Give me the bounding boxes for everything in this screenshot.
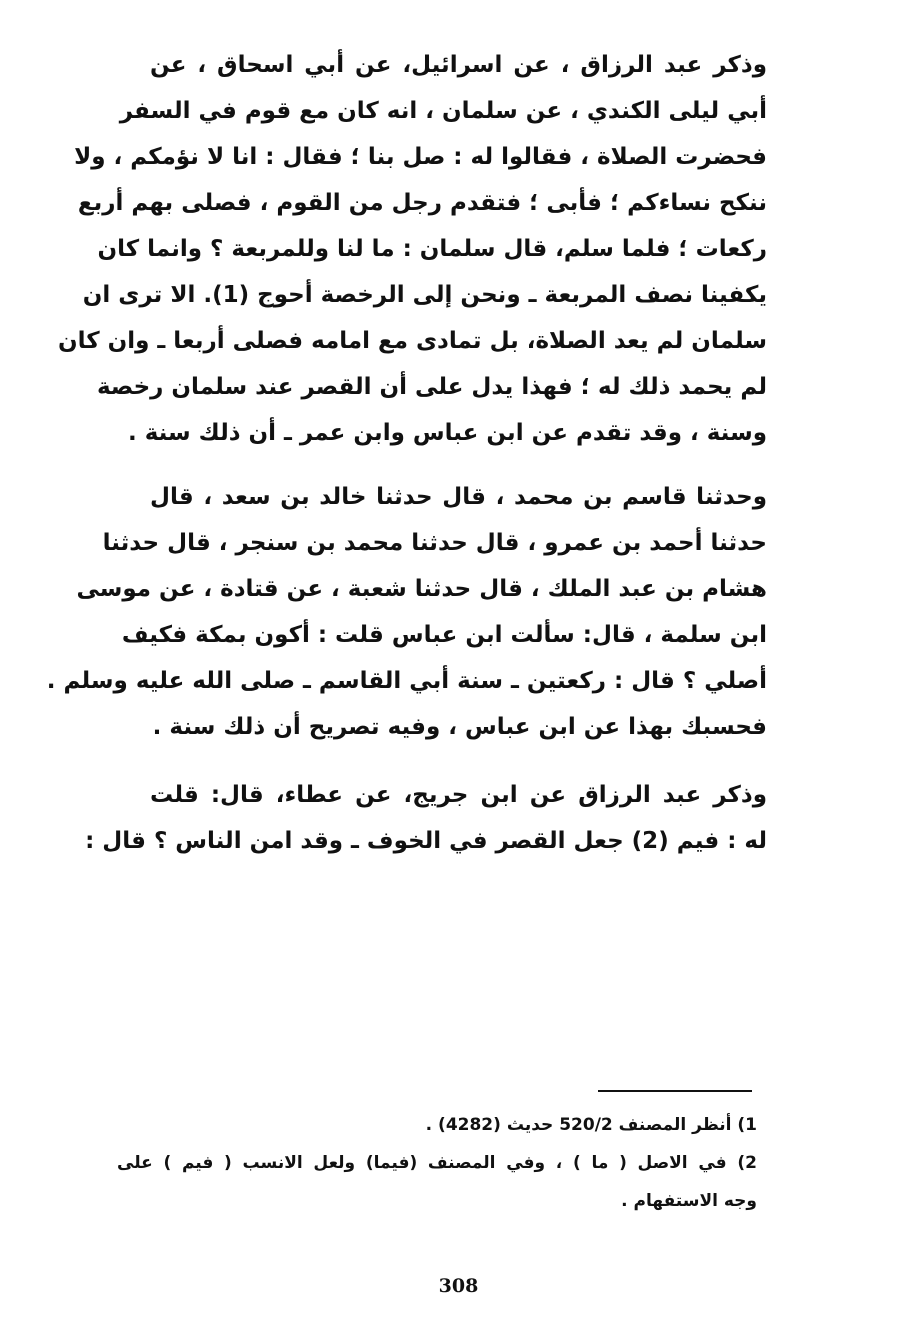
footnotes [117, 1106, 757, 1220]
text-line: فحضرت الصلاة ، فقالوا له : صل بنا ؛ فقال : انا لا نؤمكم ، ولا [74, 144, 767, 170]
paragraph-3 [85, 772, 767, 864]
text-line: أبي ليلى الكندي ، عن سلمان ، انه كان مع قوم في السفر [119, 98, 767, 124]
text-line: وسنة ، وقد تقدم عن ابن عباس وابن عمر ـ أن ذلك سنة . [127, 420, 767, 446]
page-number: 308 [438, 1275, 479, 1297]
paragraph-1 [57, 42, 767, 456]
text-line: ركعات ؛ فلما سلم، قال سلمان : ما لنا وللمربعة ؟ وانما كان [97, 236, 767, 262]
text-line: حدثنا أحمد بن عمرو ، قال حدثنا محمد بن سنجر ، قال حدثنا [102, 530, 767, 556]
text-line: فحسبك بهذا عن ابن عباس ، وفيه تصريح أن ذلك سنة . [152, 714, 767, 740]
footnote-1: 1) أنظر المصنف 520/2 حديث (4282) . [425, 1115, 757, 1135]
text-line: لم يحمد ذلك له ؛ فهذا يدل على أن القصر عند سلمان رخصة [96, 374, 767, 400]
text-line: وحدثنا قاسم بن محمد ، قال حدثنا خالد بن سعد ، قال [150, 484, 767, 510]
text-line: ابن سلمة ، قال: سألت ابن عباس قلت : أكون بمكة فكيف [121, 622, 767, 648]
footnote-2: 2) في الاصل ( ما ) ، وفي المصنف (فيما) ولعل الانسب ( فيم ) على [117, 1153, 757, 1173]
text-line: له : فيم (2) جعل القصر في الخوف ـ وقد امن الناس ؟ قال : [85, 828, 767, 854]
text-line: هشام بن عبد الملك ، قال حدثنا شعبة ، عن قتادة ، عن موسى [76, 576, 767, 602]
text-line: وذكر عبد الرزاق عن ابن جريج، عن عطاء، قال: قلت [150, 782, 767, 808]
text-line: يكفينا نصف المربعة ـ ونحن إلى الرخصة أحوج (1). الا ترى ان [82, 282, 767, 308]
text-line: أصلي ؟ قال : ركعتين ـ سنة أبي القاسم ـ صلى الله عليه وسلم . [46, 668, 767, 694]
paragraph-2 [46, 474, 767, 750]
text-line: سلمان لم يعد الصلاة، بل تمادى مع امامه فصلى أربعا ـ وان كان [57, 328, 767, 354]
text-line: وذكر عبد الرزاق ، عن اسرائيل، عن أبي اسحاق ، عن [150, 52, 767, 78]
footnote-separator [598, 1090, 752, 1092]
text-line: ننكح نساءكم ؛ فأبى ؛ فتقدم رجل من القوم ، فصلى بهم أربع [77, 190, 767, 216]
footnote-2-continuation: وجه الاستفهام . [621, 1191, 757, 1211]
